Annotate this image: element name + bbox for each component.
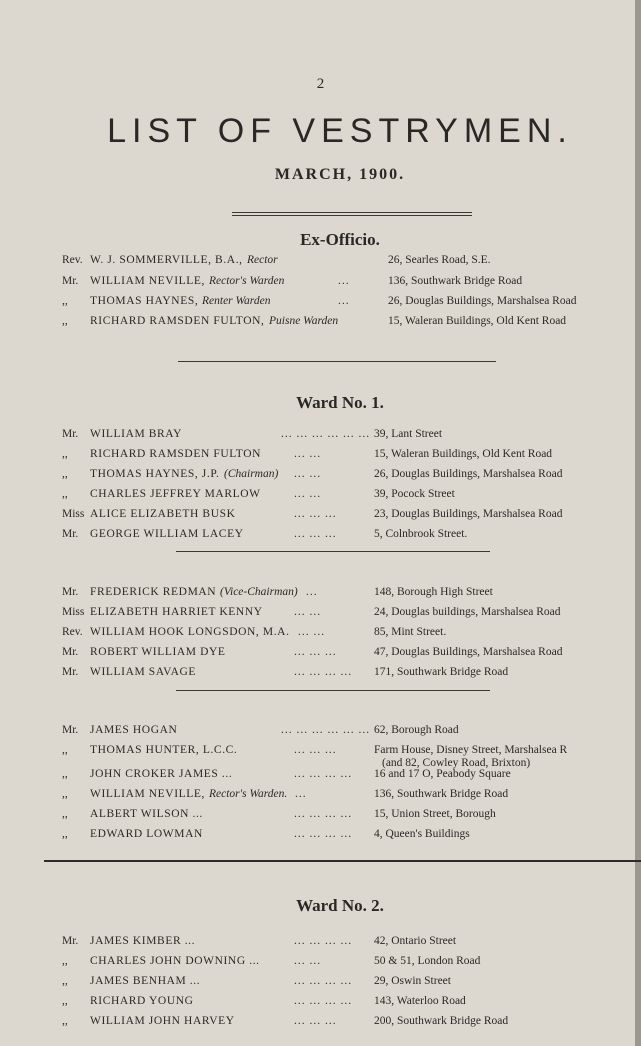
member-name: RICHARD YOUNG	[90, 995, 194, 1007]
page-number: 2	[316, 76, 325, 92]
member-role: Renter Warden	[202, 295, 271, 307]
member-address: 85, Mint Street.	[374, 626, 447, 638]
member-address: 200, Southwark Bridge Road	[374, 1015, 509, 1027]
member-name: RICHARD RAMSDEN FULTON,	[90, 315, 265, 327]
list-item	[62, 586, 637, 606]
member-address: 39, Lant Street	[374, 428, 443, 440]
leader-dots: ... ...	[298, 626, 326, 638]
list-item	[62, 606, 637, 626]
member-title-prefix: ,,	[62, 808, 68, 820]
leader-dots: ... ... ...	[294, 1015, 337, 1027]
leader-dots: ...	[338, 275, 350, 287]
leader-dots: ... ... ...	[294, 646, 337, 658]
member-name: WILLIAM NEVILLE,	[90, 788, 205, 800]
member-address: Farm House, Disney Street, Marshalsea R	[374, 744, 568, 756]
list-item	[62, 975, 637, 995]
member-address: 23, Douglas Buildings, Marshalsea Road	[374, 508, 563, 520]
member-title-prefix: ,,	[62, 488, 68, 500]
list-item	[62, 828, 637, 848]
member-name: ALBERT WILSON ...	[90, 808, 203, 820]
title-divider	[232, 212, 472, 216]
leader-dots: ... ... ...	[294, 744, 337, 756]
leader-dots: ... ... ... ...	[294, 666, 353, 678]
leader-dots: ...	[306, 586, 318, 598]
member-name: JAMES KIMBER ...	[90, 935, 196, 947]
member-title-prefix: ,,	[62, 955, 68, 967]
list-item	[62, 626, 637, 646]
member-title-prefix: Mr.	[62, 275, 79, 287]
member-title-prefix: Mr.	[62, 528, 79, 540]
leader-dots: ... ... ... ...	[294, 995, 353, 1007]
list-item	[62, 428, 637, 448]
member-name: W. J. SOMMERVILLE, B.A.,	[90, 254, 243, 266]
leader-dots: ... ...	[294, 468, 322, 480]
list-item	[62, 275, 637, 295]
leader-dots: ... ...	[294, 448, 322, 460]
member-title-prefix: ,,	[62, 788, 68, 800]
member-address: 26, Douglas Buildings, Marshalsea Road	[388, 295, 577, 307]
leader-dots: ... ...	[294, 488, 322, 500]
member-title-prefix: ,,	[62, 828, 68, 840]
member-name: JOHN CROKER JAMES ...	[90, 768, 233, 780]
member-address: 42, Ontario Street	[374, 935, 457, 947]
leader-dots: ... ... ... ...	[294, 768, 353, 780]
member-address: 29, Oswin Street	[374, 975, 451, 987]
member-title-prefix: ,,	[62, 468, 68, 480]
list-item	[62, 468, 637, 488]
list-item	[62, 935, 637, 955]
member-title-prefix: ,,	[62, 295, 68, 307]
member-title-prefix: ,,	[62, 768, 68, 780]
member-address: 171, Southwark Bridge Road	[374, 666, 509, 678]
member-role: (Chairman)	[224, 468, 279, 480]
member-title-prefix: Rev.	[62, 626, 83, 638]
list-item	[62, 508, 637, 528]
member-address: 62, Borough Road	[374, 724, 459, 736]
member-name: GEORGE WILLIAM LACEY	[90, 528, 244, 540]
member-name: WILLIAM HOOK LONGSDON, M.A.	[90, 626, 290, 638]
member-title-prefix: Miss	[62, 508, 85, 520]
member-address: 16 and 17 O, Peabody Square	[374, 768, 511, 780]
member-name: WILLIAM JOHN HARVEY	[90, 1015, 235, 1027]
page-title: LIST OF VESTRYMEN.	[107, 112, 573, 150]
member-name: RICHARD RAMSDEN FULTON	[90, 448, 262, 460]
member-name: WILLIAM SAVAGE	[90, 666, 197, 678]
member-name: THOMAS HUNTER, L.C.C.	[90, 744, 238, 756]
member-name: CHARLES JEFFREY MARLOW	[90, 488, 261, 500]
member-title-prefix: Mr.	[62, 586, 79, 598]
member-address: 15, Waleran Buildings, Old Kent Road	[388, 315, 567, 327]
member-name: ELIZABETH HARRIET KENNY	[90, 606, 263, 618]
section-heading-ward-1: Ward No. 1.	[296, 393, 384, 412]
list-item	[62, 666, 637, 686]
list-item	[62, 955, 637, 975]
member-role: Rector's Warden	[209, 275, 285, 287]
member-address: 136, Southwark Bridge Road	[388, 275, 523, 287]
list-item	[62, 768, 637, 788]
section-heading-ex-officio: Ex-Officio.	[300, 230, 380, 249]
list-item	[62, 744, 637, 769]
member-title-prefix: Mr.	[62, 428, 79, 440]
list-item	[62, 448, 637, 468]
member-name: THOMAS HAYNES, J.P.	[90, 468, 220, 480]
leader-dots: ...	[295, 788, 307, 800]
leader-dots: ... ... ... ...	[294, 808, 353, 820]
member-title-prefix: Mr.	[62, 646, 79, 658]
member-address: 26, Searles Road, S.E.	[388, 254, 491, 266]
member-name: FREDERICK REDMAN	[90, 586, 217, 598]
member-name: WILLIAM NEVILLE,	[90, 275, 205, 287]
list-item	[62, 528, 637, 548]
leader-dots: ... ...	[294, 955, 322, 967]
member-address: 47, Douglas Buildings, Marshalsea Road	[374, 646, 563, 658]
list-item	[62, 646, 637, 666]
leader-dots: ... ... ... ...	[294, 975, 353, 987]
list-item	[62, 254, 637, 274]
member-address: 5, Colnbrook Street.	[374, 528, 468, 540]
member-role: Puisne Warden	[269, 315, 339, 327]
member-address: 4, Queen's Buildings	[374, 828, 470, 840]
member-name: ROBERT WILLIAM DYE	[90, 646, 226, 658]
leader-dots: ... ... ... ...	[294, 828, 353, 840]
member-name: ALICE ELIZABETH BUSK	[90, 508, 236, 520]
divider-ward-1-a	[176, 551, 490, 552]
member-title-prefix: Rev.	[62, 254, 83, 266]
member-role: Rector	[247, 254, 278, 266]
member-address-secondary: (and 82, Cowley Road, Brixton)	[382, 757, 531, 769]
list-date: MARCH, 1900.	[274, 166, 406, 183]
member-title-prefix: ,,	[62, 995, 68, 1007]
member-address: 15, Waleran Buildings, Old Kent Road	[374, 448, 553, 460]
list-item	[62, 315, 637, 335]
leader-dots: ... ... ... ... ... ...	[281, 724, 371, 736]
member-role: (Vice-Chairman)	[220, 586, 298, 598]
member-name: THOMAS HAYNES,	[90, 295, 199, 307]
member-title-prefix: ,,	[62, 448, 68, 460]
member-name: WILLIAM BRAY	[90, 428, 183, 440]
member-address: 26, Douglas Buildings, Marshalsea Road	[374, 468, 563, 480]
member-address: 148, Borough High Street	[374, 586, 493, 598]
member-name: CHARLES JOHN DOWNING ...	[90, 955, 260, 967]
member-name: JAMES HOGAN	[90, 724, 178, 736]
member-role: Rector's Warden.	[209, 788, 288, 800]
member-title-prefix: ,,	[62, 315, 68, 327]
member-title-prefix: ,,	[62, 1015, 68, 1027]
member-address: 143, Waterloo Road	[374, 995, 466, 1007]
list-item	[62, 1015, 637, 1035]
member-title-prefix: Mr.	[62, 666, 79, 678]
member-title-prefix: Mr.	[62, 724, 79, 736]
leader-dots: ... ... ...	[294, 528, 337, 540]
member-title-prefix: Miss	[62, 606, 85, 618]
list-item	[62, 995, 637, 1015]
member-title-prefix: ,,	[62, 744, 68, 756]
divider-after-ex-officio	[178, 361, 496, 362]
leader-dots: ... ... ... ... ... ...	[281, 428, 371, 440]
leader-dots: ... ... ...	[294, 508, 337, 520]
leader-dots: ... ... ... ...	[294, 935, 353, 947]
member-title-prefix: Mr.	[62, 935, 79, 947]
divider-ward-1-b	[176, 690, 490, 691]
member-address: 136, Southwark Bridge Road	[374, 788, 509, 800]
member-address: 39, Pocock Street	[374, 488, 455, 500]
list-item	[62, 808, 637, 828]
leader-dots: ...	[338, 295, 350, 307]
list-item	[62, 295, 637, 315]
list-item	[62, 724, 637, 744]
list-item	[62, 788, 637, 808]
member-address: 50 & 51, London Road	[374, 955, 481, 967]
leader-dots: ... ...	[294, 606, 322, 618]
member-address: 15, Union Street, Borough	[374, 808, 496, 820]
list-item	[62, 488, 637, 508]
member-name: JAMES BENHAM ...	[90, 975, 201, 987]
member-title-prefix: ,,	[62, 975, 68, 987]
section-heading-ward-2: Ward No. 2.	[296, 896, 384, 915]
member-name: EDWARD LOWMAN	[90, 828, 203, 840]
member-address: 24, Douglas buildings, Marshalsea Road	[374, 606, 561, 618]
divider-before-ward-2	[44, 860, 641, 862]
